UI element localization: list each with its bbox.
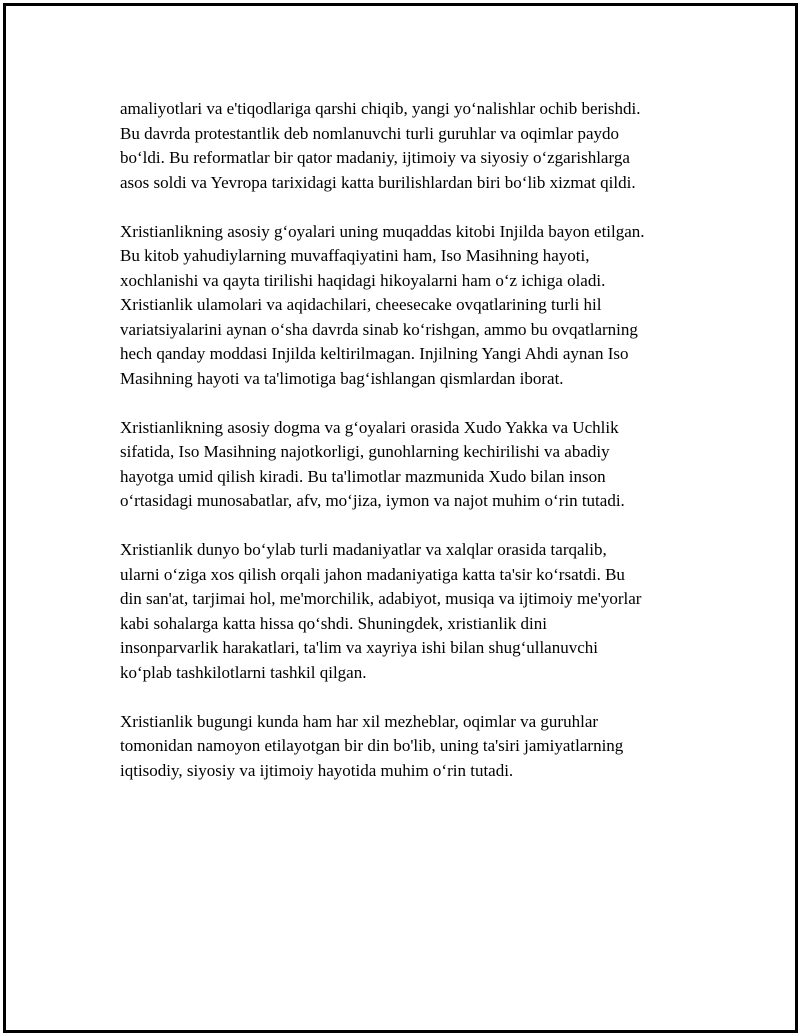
text-line: Xristianlikning asosiy dogma va gʻoyalari orasida Xudo Yakka va Uchlik bbox=[120, 417, 619, 437]
text-line: hech qanday moddasi Injilda keltirilmagan. Injilning Yangi Ahdi aynan Iso bbox=[120, 344, 629, 363]
text-line: asos soldi va Yevropa tarixidagi katta burilishlardan biri boʻlib xizmat qildi. bbox=[120, 172, 636, 192]
document-page bbox=[3, 3, 798, 1033]
text-line: variatsiyalarini aynan oʻsha davrda sinab koʻrishgan, ammo bu ovqatlarning bbox=[120, 319, 638, 339]
paragraph-3 bbox=[120, 416, 700, 514]
text-line: kabi sohalarga katta hissa qoʻshdi. Shuningdek, xristianlik dini bbox=[120, 613, 547, 633]
text-line: hayotga umid qilish kiradi. Bu ta'limotlar mazmunida Xudo bilan inson bbox=[120, 466, 606, 486]
paragraph-1 bbox=[120, 97, 700, 195]
text-line: din san'at, tarjimai hol, me'morchilik, adabiyot, musiqa va ijtimoiy me'yorlar bbox=[120, 589, 642, 608]
paragraph-4 bbox=[120, 538, 700, 685]
text-line: xochlanishi va qayta tirilishi haqidagi hikoyalarni ham oʻz ichiga oladi. bbox=[120, 270, 606, 290]
text-line: Masihning hayoti va ta'limotiga bagʻishlangan qismlardan iborat. bbox=[120, 368, 564, 388]
text-line: Xristianlik bugungi kunda ham har xil mezheblar, oqimlar va guruhlar bbox=[120, 711, 599, 731]
text-line: Xristianlik ulamolari va aqidachilari, cheesecake ovqatlarining turli hil bbox=[120, 295, 602, 314]
document-body bbox=[120, 97, 700, 808]
text-line: Bu davrda protestantlik deb nomlanuvchi turli guruhlar va oqimlar paydo bbox=[120, 123, 620, 143]
text-line: Bu kitob yahudiylarning muvaffaqiyatini ham, Iso Masihning hayoti, bbox=[120, 246, 590, 265]
text-line: ularni oʻziga xos qilish orqali jahon madaniyatiga katta ta'sir koʻrsatdi. Bu bbox=[120, 564, 625, 584]
text-line: sifatida, Iso Masihning najotkorligi, gunohlarning kechirilishi va abadiy bbox=[120, 442, 610, 461]
text-line: koʻplab tashkilotlarni tashkil qilgan. bbox=[120, 662, 367, 682]
text-line: iqtisodiy, siyosiy va ijtimoiy hayotida muhim oʻrin tutadi. bbox=[120, 760, 514, 780]
paragraph-5 bbox=[120, 710, 700, 784]
text-line: boʻldi. Bu reformatlar bir qator madaniy, ijtimoiy va siyosiy oʻzgarishlarga bbox=[120, 148, 630, 167]
text-line: Xristianlik dunyo boʻylab turli madaniyatlar va xalqlar orasida tarqalib, bbox=[120, 540, 607, 559]
text-line: tomonidan namoyon etilayotgan bir din bo'lib, uning ta'siri jamiyatlarning bbox=[120, 736, 624, 755]
text-line: amaliyotlari va e'tiqodlariga qarshi chiqib, yangi yoʻnalishlar ochib berishdi. bbox=[120, 99, 641, 118]
text-line: insonparvarlik harakatlari, ta'lim va xayriya ishi bilan shugʻullanuvchi bbox=[120, 638, 598, 657]
text-line: Xristianlikning asosiy gʻoyalari uning muqaddas kitobi Injilda bayon etilgan. bbox=[120, 221, 645, 241]
paragraph-2 bbox=[120, 220, 700, 392]
text-line: oʻrtasidagi munosabatlar, afv, moʻjiza, iymon va najot muhim oʻrin tutadi. bbox=[120, 491, 625, 510]
